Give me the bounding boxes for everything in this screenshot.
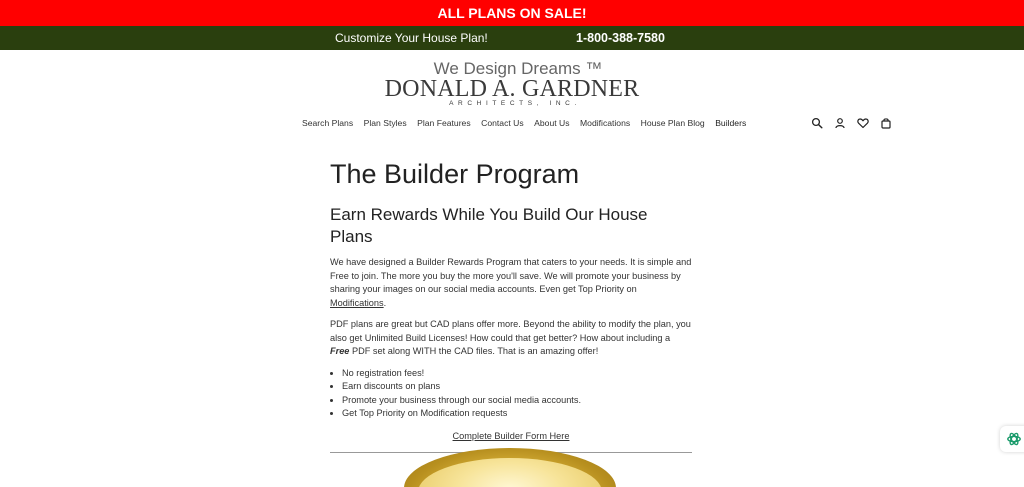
builder-form-link[interactable]: Complete Builder Form Here [452, 430, 570, 441]
nav-house-plan-blog[interactable]: House Plan Blog [640, 118, 705, 128]
gold-seal-inner [418, 458, 602, 487]
builder-program-content [330, 155, 692, 453]
main-nav [302, 117, 757, 129]
nav-contact-us[interactable]: Contact Us [481, 118, 524, 128]
cad-text: PDF plans are great but CAD plans offer more. Beyond the ability to modify the plan, you also get Unlimited Build Licenses! How could that get better? How about including a [330, 319, 691, 343]
list-item: • Promote your business through our social media accounts. [342, 394, 692, 408]
list-item: • Earn discounts on plans [342, 380, 692, 394]
customize-link[interactable]: Customize Your House Plan! [335, 31, 488, 45]
sale-banner-text: ALL PLANS ON SALE! [437, 5, 587, 21]
free-emphasis: Free [330, 346, 350, 356]
site-logo[interactable] [0, 60, 1024, 108]
cart-icon[interactable] [880, 117, 892, 129]
intro-text: We have designed a Builder Rewards Program that caters to your needs. It is simple and Free to join. The more you buy the more you'll save. We will promote your business by sharing your images on our social media accounts. Even get Top Priority on [330, 257, 692, 294]
heart-icon[interactable] [857, 117, 869, 129]
header-icons [811, 117, 903, 129]
account-icon[interactable] [834, 117, 846, 129]
list-item: • Get Top Priority on Modification requests [342, 407, 692, 421]
intro-end: . [383, 297, 387, 308]
nav-search-plans[interactable]: Search Plans [302, 118, 354, 128]
logo-tagline: We Design Dreams ™ [433, 59, 603, 78]
list-item: • No registration fees! [342, 367, 692, 381]
cad-text-end: PDF set along WITH the CAD files. That is an amazing offer! [349, 346, 599, 356]
phone-number[interactable]: 1-800-388-7580 [576, 31, 665, 45]
sale-banner[interactable] [0, 0, 1024, 26]
cad-paragraph [330, 318, 692, 359]
nav-about-us[interactable]: About Us [534, 118, 570, 128]
nav-plan-features[interactable]: Plan Features [417, 118, 471, 128]
nav-plan-styles[interactable]: Plan Styles [363, 118, 407, 128]
assistant-widget-button[interactable] [1000, 426, 1024, 452]
assistant-icon [1006, 431, 1022, 447]
page-subtitle: Earn Rewards While You Build Our House Plans [330, 205, 648, 246]
gold-seal-badge [404, 448, 616, 487]
logo-name: DONALD A. GARDNER [384, 76, 640, 102]
intro-paragraph [330, 256, 692, 310]
benefits-list [330, 367, 692, 421]
builder-form-cta [330, 430, 692, 442]
search-icon[interactable] [811, 117, 823, 129]
promo-bar [0, 26, 1024, 50]
nav-modifications[interactable]: Modifications [580, 118, 631, 128]
page-title: The Builder Program [330, 159, 580, 189]
nav-builders[interactable]: Builders [715, 118, 747, 128]
modifications-link[interactable]: Modifications [330, 297, 384, 308]
logo-subtitle: ARCHITECTS, INC. [449, 100, 581, 107]
